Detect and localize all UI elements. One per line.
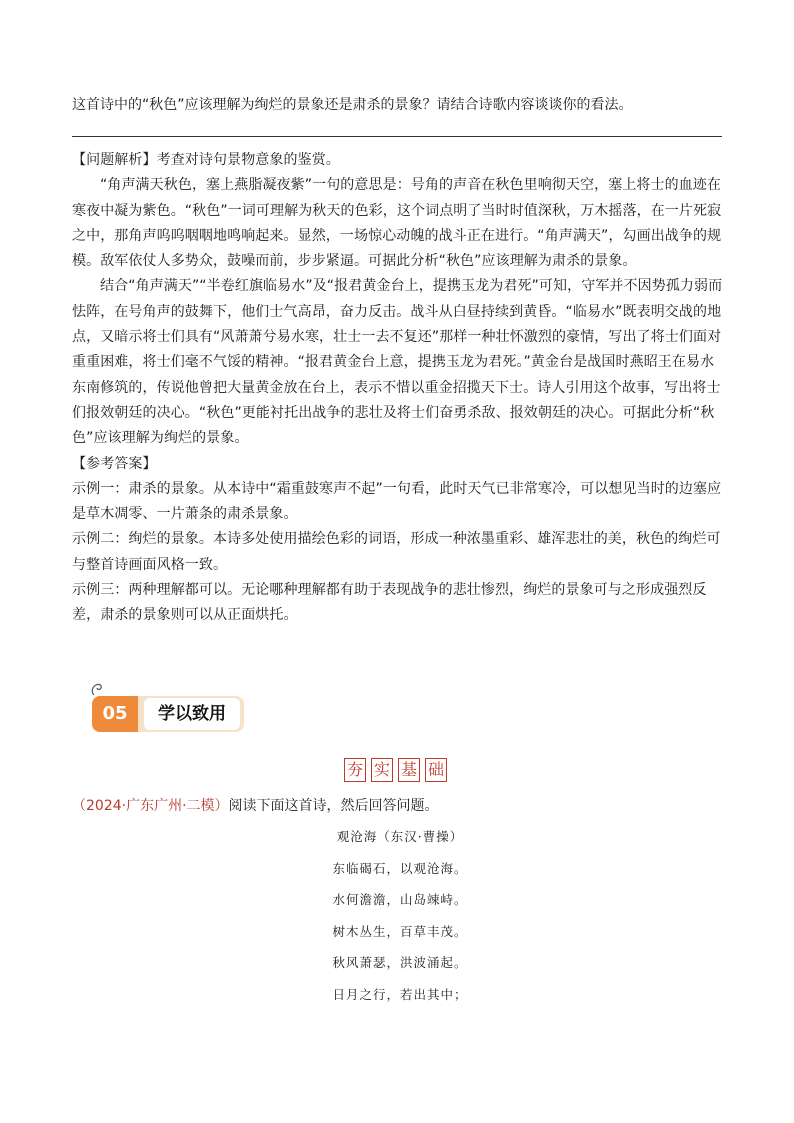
section-title-char: 基 bbox=[398, 758, 420, 782]
analysis-section bbox=[72, 148, 724, 629]
question-text: 这首诗中的“秋色”应该理解为绚烂的景象还是肃杀的景象？请结合诗歌内容谈谈你的看法。 bbox=[72, 97, 633, 113]
section-title-char: 实 bbox=[371, 758, 393, 782]
section-title-char: 夯 bbox=[344, 758, 366, 782]
analysis-heading: 【问题解析】考查对诗句景物意象的鉴赏。 bbox=[72, 152, 340, 168]
answer-divider bbox=[72, 136, 722, 137]
section-title-char: 础 bbox=[425, 758, 447, 782]
question-prompt bbox=[72, 796, 439, 816]
answer-example-3: 示例三：两种理解都可以。无论哪种理解都有助于表现战争的悲壮惨烈，绚烂的景象可与之形成强烈反差，肃杀的景象则可以从正面烘托。 bbox=[72, 582, 707, 624]
question-source: （2024·广东广州·二模） bbox=[72, 798, 229, 814]
prompt-text: 阅读下面这首诗，然后回答问题。 bbox=[228, 798, 439, 814]
poem-line: 秋风萧瑟，洪波涌起。 bbox=[332, 955, 468, 970]
poem-line: 水何澹澹，山岛竦峙。 bbox=[332, 892, 468, 907]
badge-label: 学以致用 bbox=[144, 698, 240, 730]
answer-heading: 【参考答案】 bbox=[72, 455, 157, 472]
section-title bbox=[344, 758, 447, 784]
answer-example-1: 示例一：肃杀的景象。从本诗中“霜重鼓寒声不起”一句看，此时天气已非常寒冷，可以想见当时的边塞应是草木凋零、一片萧条的肃杀景象。 bbox=[72, 480, 722, 523]
poem-title: 观沧海（东汉·曹操） bbox=[336, 829, 464, 844]
poem-line: 日月之行，若出其中； bbox=[332, 986, 468, 1002]
answer-example-2: 示例二：绚烂的景象。本诗多处使用描绘色彩的词语，形成一种浓墨重彩、雄浑悲壮的美，秋色的绚烂可与整首诗画面风格一致。 bbox=[72, 531, 721, 573]
paperclip-icon bbox=[90, 682, 104, 696]
poem-line: 东临碣石，以观沧海。 bbox=[332, 860, 468, 876]
analysis-paragraph-2: 结合“角声满天”“半卷红旗临易水”及“报君黄金台上，提携玉龙为君死”可知，守军并不因势孤力弱而怯阵，在号角声的鼓舞下，他们士气高昂，奋力反击。战斗从白昼持续到黄昏。“临易水”既表明交战的地点，又暗示将士们具有“风萧萧兮易水寒，壮士一去不复还”那样一种壮怀激烈的豪情，写出了将士们面对重重困难，将士们毫不气馁的精神。“报君黄金台上意，提携玉龙为君死。”黄金台是战国时燕昭王在易水东南修筑的，传说他曾把大量黄金放在台上，表示不惜以重金招揽天下士。诗人引用这个故事，写出将士们报效朝廷的决心。“秋色”更能衬托出战争的悲壮及将士们奋勇杀敌、报效朝廷的决心。可据此分析“秋色”应该理解为绚烂的景象。 bbox=[72, 278, 723, 447]
section-badge bbox=[88, 676, 258, 740]
badge-number: 05 bbox=[92, 696, 138, 732]
analysis-paragraph-1: “角声满天秋色，塞上燕脂凝夜紫”一句的意思是：号角的声音在秋色里响彻天空，塞上将士的血迹在寒夜中凝为紫色。“秋色”一词可理解为秋天的色彩，这个词点明了当时时值深秋，万木摇落，在一片死寂之中，那角声呜呜咽咽地鸣响起来。显然，一场惊心动魄的战斗正在进行。“角声满天”，勾画出战争的规模。敌军依仗人多势众，鼓噪而前，步步紧逼。可据此分析“秋色”应该理解为肃杀的景象。 bbox=[72, 177, 722, 270]
poem-line: 树木丛生，百草丰茂。 bbox=[332, 923, 468, 939]
poem bbox=[240, 826, 560, 1015]
